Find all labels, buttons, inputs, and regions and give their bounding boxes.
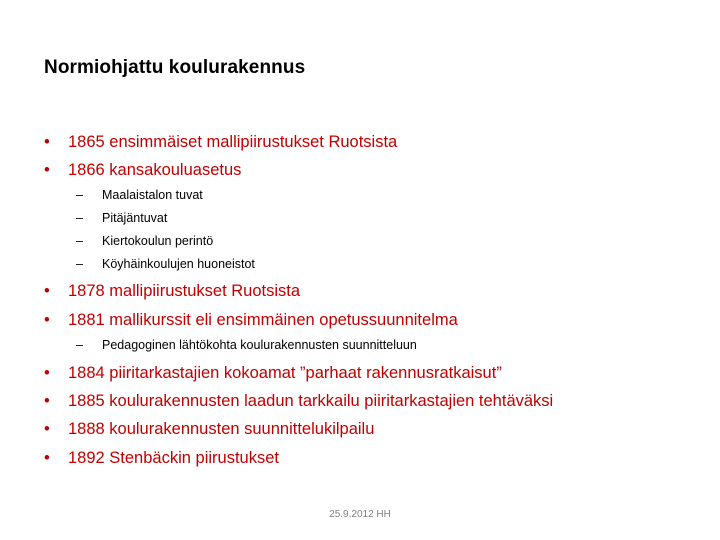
footer-date: 25.9.2012 HH <box>329 509 391 520</box>
dash-marker: – <box>76 257 83 271</box>
bullet-text: 1865 ensimmäiset mallipiirustukset Ruotsista <box>68 133 398 151</box>
bullet-marker: • <box>44 133 50 151</box>
bullet-text: 1884 piiritarkastajien kokoamat ”parhaat rakennusratkaisut” <box>68 364 502 382</box>
sub-item-text: Pitäjäntuvat <box>102 211 168 225</box>
bullet-text: 1885 koulurakennusten laadun tarkkailu piiritarkastajien tehtäväksi <box>68 392 554 410</box>
sub-item-text: Pedagoginen lähtökohta koulurakennusten suunnitteluun <box>102 338 417 352</box>
sub-item-text: Maalaistalon tuvat <box>102 188 203 202</box>
bullet-text: 1878 mallipiirustukset Ruotsista <box>68 282 301 300</box>
bullet-text: 1892 Stenbäckin piirustukset <box>68 449 279 467</box>
bullet-marker: • <box>44 392 50 410</box>
bullet-marker: • <box>44 449 50 467</box>
bullet-marker: • <box>44 311 50 329</box>
bullet-marker: • <box>44 364 50 382</box>
bullet-text: 1881 mallikurssit eli ensimmäinen opetussuunnitelma <box>68 311 458 329</box>
bullet-marker: • <box>44 282 50 300</box>
sub-item-text: Köyhäinkoulujen huoneistot <box>102 257 255 271</box>
bullet-marker: • <box>44 420 50 438</box>
bullet-marker: • <box>44 161 50 179</box>
bullet-text: 1866 kansakouluasetus <box>68 161 242 179</box>
sub-item-text: Kiertokoulun perintö <box>102 234 214 248</box>
dash-marker: – <box>76 338 83 352</box>
dash-marker: – <box>76 234 83 248</box>
bullet-text: 1888 koulurakennusten suunnittelukilpailu <box>68 420 375 438</box>
dash-marker: – <box>76 188 83 202</box>
page-title: Normiohjattu koulurakennus <box>44 57 306 78</box>
dash-marker: – <box>76 211 83 225</box>
